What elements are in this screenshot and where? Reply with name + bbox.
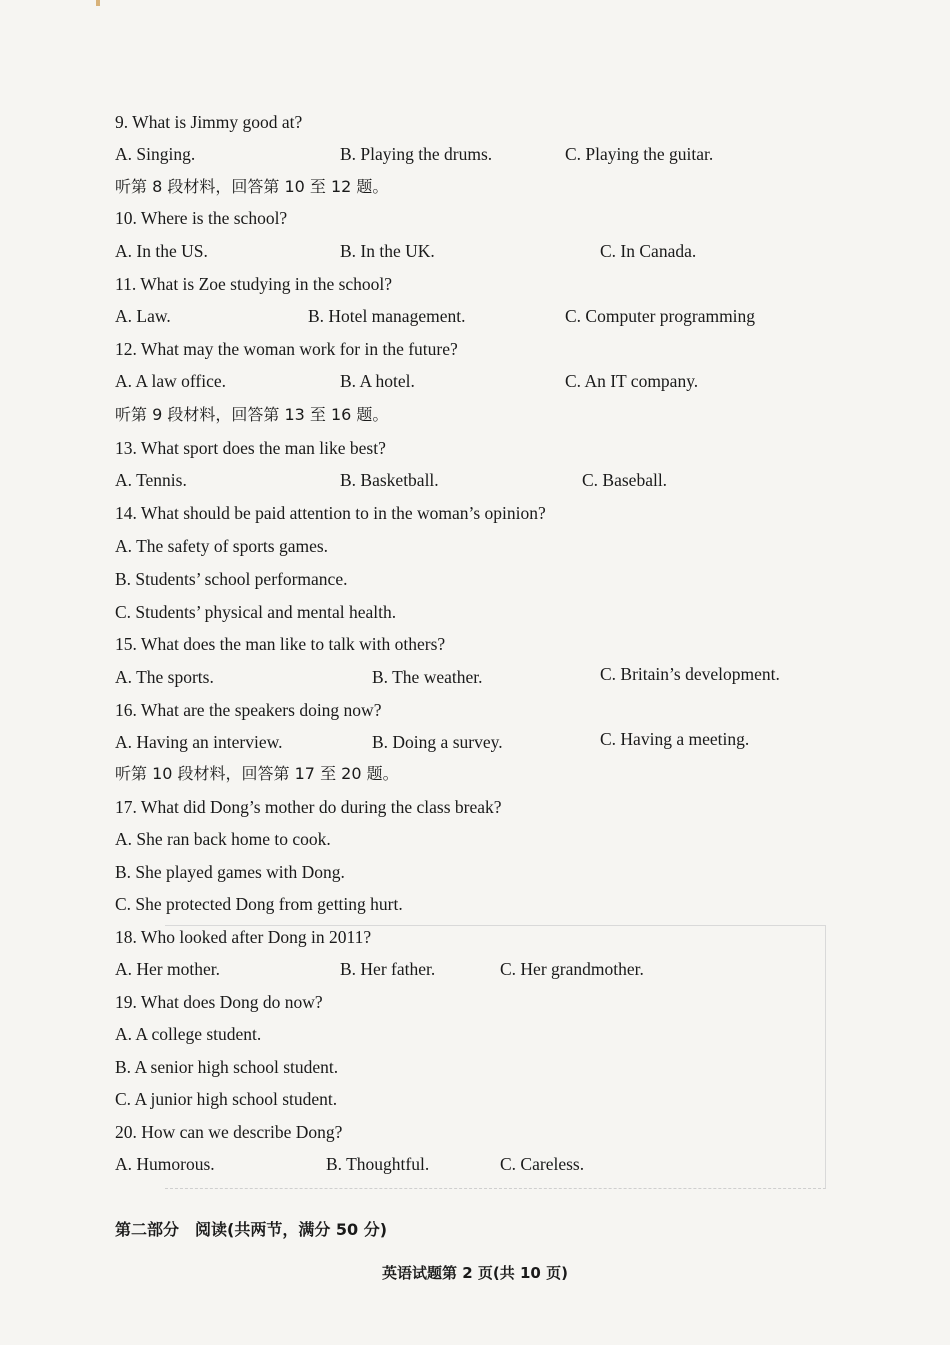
question-16: 16. What are the speakers doing now? [115,700,382,720]
question-15: 15. What does the man like to talk with others? [115,634,446,654]
q17-option-b: B. She played games with Dong. [115,862,345,882]
q12-option-c: C. An IT company. [565,371,699,391]
q18-option-c: C. Her grandmother. [500,959,644,979]
q19-option-b: B. A senior high school student. [115,1057,339,1077]
q10-option-b: B. In the UK. [340,241,435,261]
question-19: 19. What does Dong do now? [115,992,323,1012]
q17-option-a: A. She ran back home to cook. [115,829,331,849]
q11-option-c: C. Computer programming [565,306,756,326]
q13-option-c: C. Baseball. [582,470,668,490]
question-14: 14. What should be paid attention to in the woman’s opinion? [115,503,546,523]
q16-option-a: A. Having an interview. [115,732,283,752]
q12-option-b: B. A hotel. [340,371,415,391]
part-two-heading: 第二部分 阅读(共两节，满分 50 分) [115,1220,388,1239]
q20-option-a: A. Humorous. [115,1154,215,1174]
question-10: 10. Where is the school? [115,208,288,228]
q11-option-b: B. Hotel management. [308,306,466,326]
q14-option-a: A. The safety of sports games. [115,536,329,556]
q10-option-c: C. In Canada. [600,241,697,261]
q12-option-a: A. A law office. [115,371,226,391]
q17-option-c: C. She protected Dong from getting hurt. [115,894,403,914]
q10-option-a: A. In the US. [115,241,208,261]
q18-option-b: B. Her father. [340,959,436,979]
section-8-instruction: 听第 8 段材料，回答第 10 至 12 题。 [115,177,389,196]
q9-option-a: A. Singing. [115,144,196,164]
q9-option-b: B. Playing the drums. [340,144,493,164]
q15-option-b: B. The weather. [372,667,483,687]
q14-option-c: C. Students’ physical and mental health. [115,602,397,622]
q15-option-c: C. Britain’s development. [600,664,780,684]
question-13: 13. What sport does the man like best? [115,438,386,458]
section-9-instruction: 听第 9 段材料，回答第 13 至 16 题。 [115,405,389,424]
q16-option-c: C. Having a meeting. [600,729,750,749]
question-17: 17. What did Dong’s mother do during the class break? [115,797,502,817]
q14-option-b: B. Students’ school performance. [115,569,348,589]
q13-option-a: A. Tennis. [115,470,187,490]
q20-option-b: B. Thoughtful. [326,1154,430,1174]
section-10-instruction: 听第 10 段材料，回答第 17 至 20 题。 [115,764,399,783]
q20-option-c: C. Careless. [500,1154,585,1174]
q19-option-a: A. A college student. [115,1024,262,1044]
scan-speck [96,0,100,6]
question-20: 20. How can we describe Dong? [115,1122,343,1142]
question-18: 18. Who looked after Dong in 2011? [115,927,372,947]
q11-option-a: A. Law. [115,306,171,326]
q13-option-b: B. Basketball. [340,470,439,490]
q16-option-b: B. Doing a survey. [372,732,503,752]
q9-option-c: C. Playing the guitar. [565,144,714,164]
question-11: 11. What is Zoe studying in the school? [115,274,393,294]
q19-option-c: C. A junior high school student. [115,1089,338,1109]
q15-option-a: A. The sports. [115,667,214,687]
question-12: 12. What may the woman work for in the future? [115,339,458,359]
page-footer: 英语试题第 2 页(共 10 页) [382,1264,568,1282]
q18-option-a: A. Her mother. [115,959,220,979]
question-9: 9. What is Jimmy good at? [115,112,303,132]
